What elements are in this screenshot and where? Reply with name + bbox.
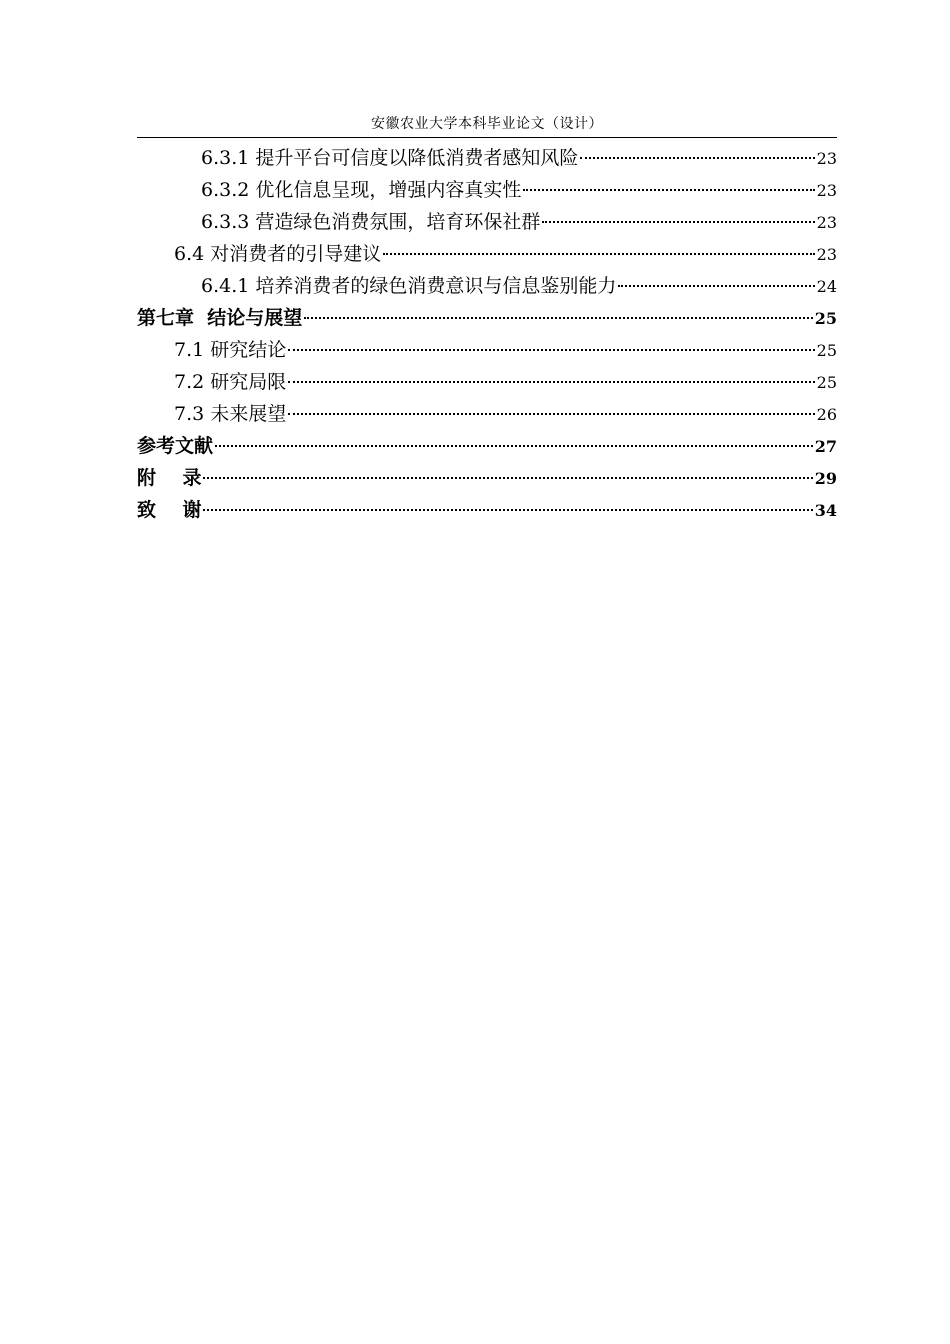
toc-dot-leader: [288, 413, 814, 415]
toc-entry[interactable]: [137, 142, 837, 174]
toc-entry-title: 6.4.1 培养消费者的绿色消费意识与信息鉴别能力: [201, 275, 617, 297]
toc-dot-leader: [203, 477, 812, 479]
header-rule: [137, 137, 837, 138]
toc-dot-leader: [288, 381, 814, 383]
toc-entry[interactable]: [137, 206, 837, 238]
toc-dot-leader: [288, 349, 814, 351]
toc-dot-leader: [580, 157, 814, 159]
toc-entry-title: 第七章 结论与展望: [137, 307, 303, 329]
toc-entry-page: 23: [816, 213, 837, 232]
toc-entry-title: 致 谢: [137, 499, 202, 521]
table-of-contents: [137, 142, 837, 526]
toc-dot-leader: [542, 221, 814, 223]
toc-entry[interactable]: [137, 270, 837, 302]
toc-entry[interactable]: [137, 174, 837, 206]
toc-entry[interactable]: [137, 334, 837, 366]
toc-entry-page: 23: [816, 245, 837, 264]
toc-entry-title: 6.3.3 营造绿色消费氛围，培育环保社群: [201, 211, 541, 233]
toc-entry-title: 参考文献: [137, 435, 214, 457]
toc-dot-leader: [618, 285, 814, 287]
toc-dot-leader: [203, 509, 812, 511]
toc-entry-page: 24: [816, 277, 837, 296]
toc-entry-page: 34: [814, 501, 837, 520]
toc-entry-page: 25: [814, 309, 837, 328]
toc-entry[interactable]: [137, 494, 837, 526]
toc-entry[interactable]: [137, 366, 837, 398]
toc-entry-title: 附 录: [137, 467, 202, 489]
toc-entry-title: 6.3.1 提升平台可信度以降低消费者感知风险: [201, 147, 579, 169]
toc-entry-page: 29: [814, 469, 837, 488]
toc-entry[interactable]: [137, 430, 837, 462]
toc-entry[interactable]: [137, 302, 837, 334]
toc-entry-page: 23: [816, 149, 837, 168]
toc-dot-leader: [523, 189, 814, 191]
toc-entry[interactable]: [137, 398, 837, 430]
toc-dot-leader: [215, 445, 813, 447]
toc-entry-page: 26: [816, 405, 837, 424]
toc-entry-page: 25: [816, 373, 837, 392]
toc-entry[interactable]: [137, 462, 837, 494]
toc-dot-leader: [383, 253, 814, 255]
toc-entry-page: 25: [816, 341, 837, 360]
toc-entry-title: 6.4 对消费者的引导建议: [174, 243, 382, 265]
toc-entry-page: 23: [816, 181, 837, 200]
toc-dot-leader: [304, 317, 813, 319]
toc-entry-title: 6.3.2 优化信息呈现，增强内容真实性: [201, 179, 522, 201]
toc-entry-title: 7.3 未来展望: [174, 403, 287, 425]
page-header: 安徽农业大学本科毕业论文（设计）: [371, 116, 603, 132]
toc-entry[interactable]: [137, 238, 837, 270]
toc-entry-title: 7.2 研究局限: [174, 371, 287, 393]
toc-entry-title: 7.1 研究结论: [174, 339, 287, 361]
toc-entry-page: 27: [814, 437, 837, 456]
